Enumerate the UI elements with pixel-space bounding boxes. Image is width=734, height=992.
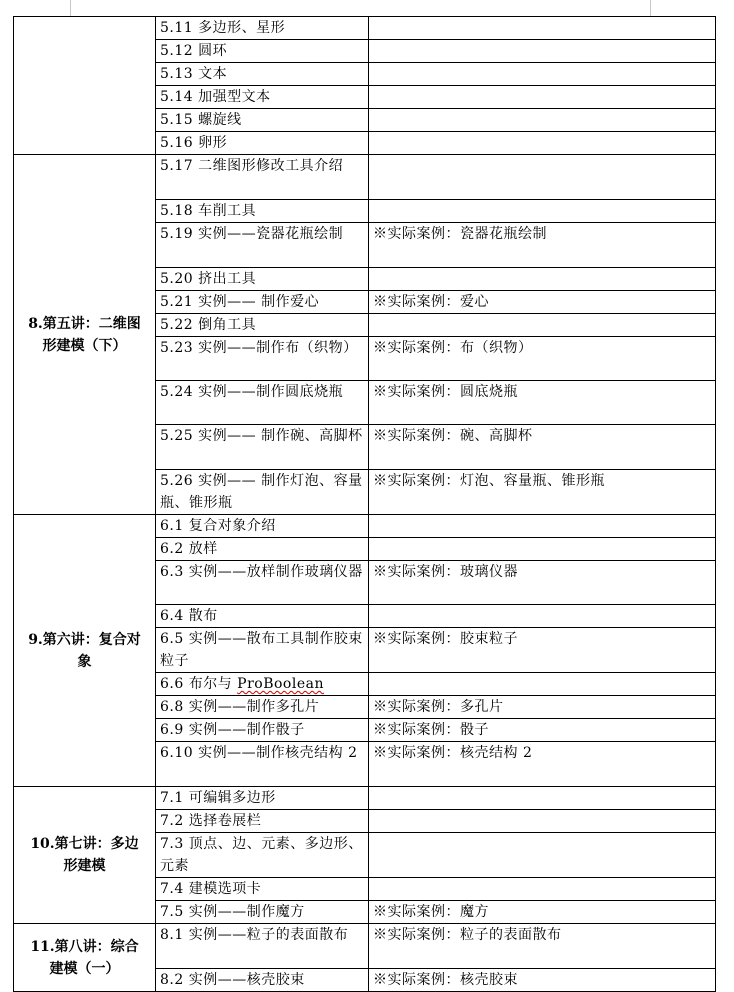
topic-cell: 6.1 复合对象介绍 [156,515,369,538]
table-row [14,17,716,40]
topic-cell: 7.5 实例——制作魔方 [156,901,369,924]
lecture-cell: 11.第八讲：综合建模（一） [14,924,156,992]
topic-cell: 7.2 选择卷展栏 [156,810,369,833]
case-cell [369,155,716,200]
case-cell [369,787,716,810]
topic-cell: 6.2 放样 [156,538,369,561]
case-cell [369,132,716,155]
case-cell [369,200,716,223]
syllabus-table [13,16,716,992]
topic-cell: 6.4 散布 [156,605,369,628]
topic-cell: 5.14 加强型文本 [156,86,369,109]
left-margin-mark [70,0,71,16]
topic-cell [156,673,369,696]
table-row [14,787,716,810]
case-cell: ※实际案例：布（织物） [369,337,716,381]
case-cell: ※实际案例：核壳结构 2 [369,742,716,787]
table-row [14,924,716,969]
case-cell: ※实际案例：灯泡、容量瓶、锥形瓶 [369,470,716,515]
topic-cell: 5.15 螺旋线 [156,109,369,132]
topic-cell: 5.22 倒角工具 [156,314,369,337]
case-cell [369,40,716,63]
lecture-cell: 10.第七讲：多边形建模 [14,787,156,924]
case-cell: ※实际案例：骰子 [369,719,716,742]
case-cell [369,314,716,337]
topic-cell: 5.11 多边形、星形 [156,17,369,40]
case-cell [369,673,716,696]
case-cell: ※实际案例：粒子的表面散布 [369,924,716,969]
topic-cell: 5.23 实例——制作布（织物） [156,337,369,381]
topic-cell: 5.17 二维图形修改工具介绍 [156,155,369,200]
topic-cell: 5.16 卵形 [156,132,369,155]
case-cell: ※实际案例：魔方 [369,901,716,924]
topic-cell: 6.9 实例——制作骰子 [156,719,369,742]
lecture-cell: 8.第五讲：二维图形建模（下） [14,155,156,515]
case-cell [369,63,716,86]
topic-cell: 5.26 实例—— 制作灯泡、容量瓶、锥形瓶 [156,470,369,515]
case-cell [369,86,716,109]
topic-cell: 5.13 文本 [156,63,369,86]
topic-cell: 7.1 可编辑多边形 [156,787,369,810]
case-cell [369,810,716,833]
topic-cell: 8.2 实例——核壳胶束 [156,969,369,992]
table-row [14,515,716,538]
case-cell: ※实际案例：碗、高脚杯 [369,425,716,470]
topic-cell: 5.25 实例—— 制作碗、高脚杯 [156,425,369,470]
topic-cell: 8.1 实例——粒子的表面散布 [156,924,369,969]
topic-cell: 7.4 建模选项卡 [156,878,369,901]
case-cell [369,515,716,538]
case-cell: ※实际案例：爱心 [369,291,716,314]
lecture-cell: 9.第六讲：复合对象 [14,515,156,787]
table-row [14,155,716,200]
topic-cell: 5.20 挤出工具 [156,268,369,291]
topic-cell: 5.21 实例—— 制作爱心 [156,291,369,314]
topic-cell: 5.18 车削工具 [156,200,369,223]
case-cell [369,833,716,878]
case-cell: ※实际案例：胶束粒子 [369,628,716,673]
case-cell: ※实际案例：核壳胶束 [369,969,716,992]
topic-text: 6.6 布尔与 [160,676,238,692]
case-cell: ※实际案例：瓷器花瓶绘制 [369,223,716,268]
right-margin-mark [650,0,651,16]
topic-cell: 5.12 圆环 [156,40,369,63]
topic-cell: 6.8 实例——制作多孔片 [156,696,369,719]
case-cell: ※实际案例：玻璃仪器 [369,561,716,605]
spellcheck-flagged-word: ProBoolean [237,676,324,692]
case-cell: ※实际案例：圆底烧瓶 [369,381,716,425]
case-cell [369,268,716,291]
lecture-cell [14,17,156,155]
case-cell: ※实际案例：多孔片 [369,696,716,719]
case-cell [369,605,716,628]
case-cell [369,878,716,901]
case-cell [369,17,716,40]
topic-cell: 6.3 实例——放样制作玻璃仪器 [156,561,369,605]
case-cell [369,538,716,561]
topic-cell: 5.19 实例——瓷器花瓶绘制 [156,223,369,268]
topic-cell: 7.3 顶点、边、元素、多边形、元素 [156,833,369,878]
case-cell [369,109,716,132]
topic-cell: 5.24 实例——制作圆底烧瓶 [156,381,369,425]
topic-cell: 6.5 实例——散布工具制作胶束粒子 [156,628,369,673]
topic-cell: 6.10 实例——制作核壳结构 2 [156,742,369,787]
